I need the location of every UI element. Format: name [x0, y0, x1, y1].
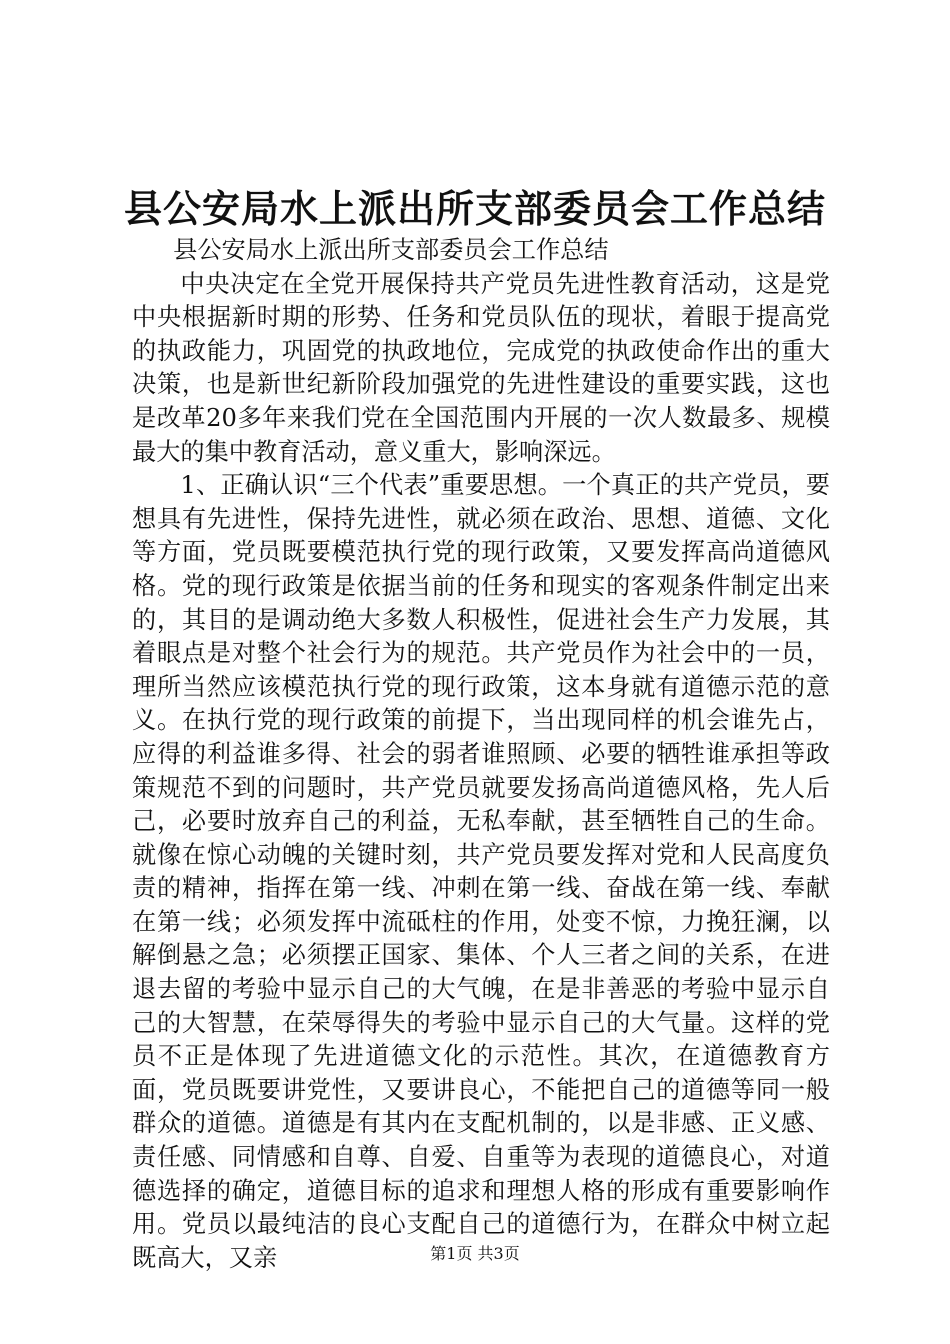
body-paragraph-1: 中央决定在全党开展保持共产党员先进性教育活动，这是党中央根据新时期的形势、任务和党员队伍的现状，着眼于提高党的执政能力，巩固党的执政地位，完成党的执政使命作出的重大决策，也是新世纪新阶段加强党的先进性建设的重要实践，这也是改革20多年来我们党在全国范围内开展的一次人数最多、规模最大的集中教育活动，意义重大，影响深远。 [132, 269, 830, 466]
page-number-indicator: 第1页 共3页 [430, 1244, 520, 1263]
document-title: 县公安局水上派出所支部委员会工作总结 [123, 187, 826, 231]
document-body [132, 234, 830, 1275]
document-subtitle: 县公安局水上派出所支部委员会工作总结 [173, 236, 609, 264]
page-footer [0, 1242, 950, 1266]
body-paragraph-2: 1、正确认识“三个代表”重要思想。一个真正的共产党员，要想具有先进性，保持先进性，就必须在政治、思想、道德、文化等方面，党员既要模范执行党的现行政策，又要发挥高尚道德风格。党的现行政策是依据当前的任务和现实的客观条件制定出来的，其目的是调动绝大多数人积极性，促进社会生产力发展，其着眼点是对整个社会行为的规范。共产党员作为社会中的一员，理所当然应该模范执行党的现行政策，这本身就有道德示范的意义。在执行党的现行政策的前提下，当出现同样的机会谁先占，应得的利益谁多得、社会的弱者谁照顾、必要的牺牲谁承担等政策规范不到的问题时，共产党员就要发扬高尚道德风格，先人后己，必要时放弃自己的利益，无私奉献，甚至牺牲自己的生命。就像在惊心动魄的关键时刻，共产党员要发挥对党和人民高度负责的精神，指挥在第一线、冲刺在第一线、奋战在第一线、奉献在第一线；必须发挥中流砥柱的作用，处变不惊，力挽狂澜，以解倒悬之急；必须摆正国家、集体、个人三者之间的关系，在进退去留的考验中显示自己的大气魄，在是非善恶的考验中显示自己的大智慧，在荣辱得失的考验中显示自己的大气量。这样的党员不正是体现了先进道德文化的示范性。其次，在道德教育方面，党员既要讲党性，又要讲良心，不能把自己的道德等同一般群众的道德。道德是有其内在支配机制的，以是非感、正义感、责任感、同情感和自尊、自爱、自重等为表现的道德良心，对道德选择的确定，道德目标的追求和理想人格的形成有重要影响作用。党员以最纯洁的良心支配自己的道德行为，在群众中树立起既高大，又亲 [132, 471, 830, 1272]
